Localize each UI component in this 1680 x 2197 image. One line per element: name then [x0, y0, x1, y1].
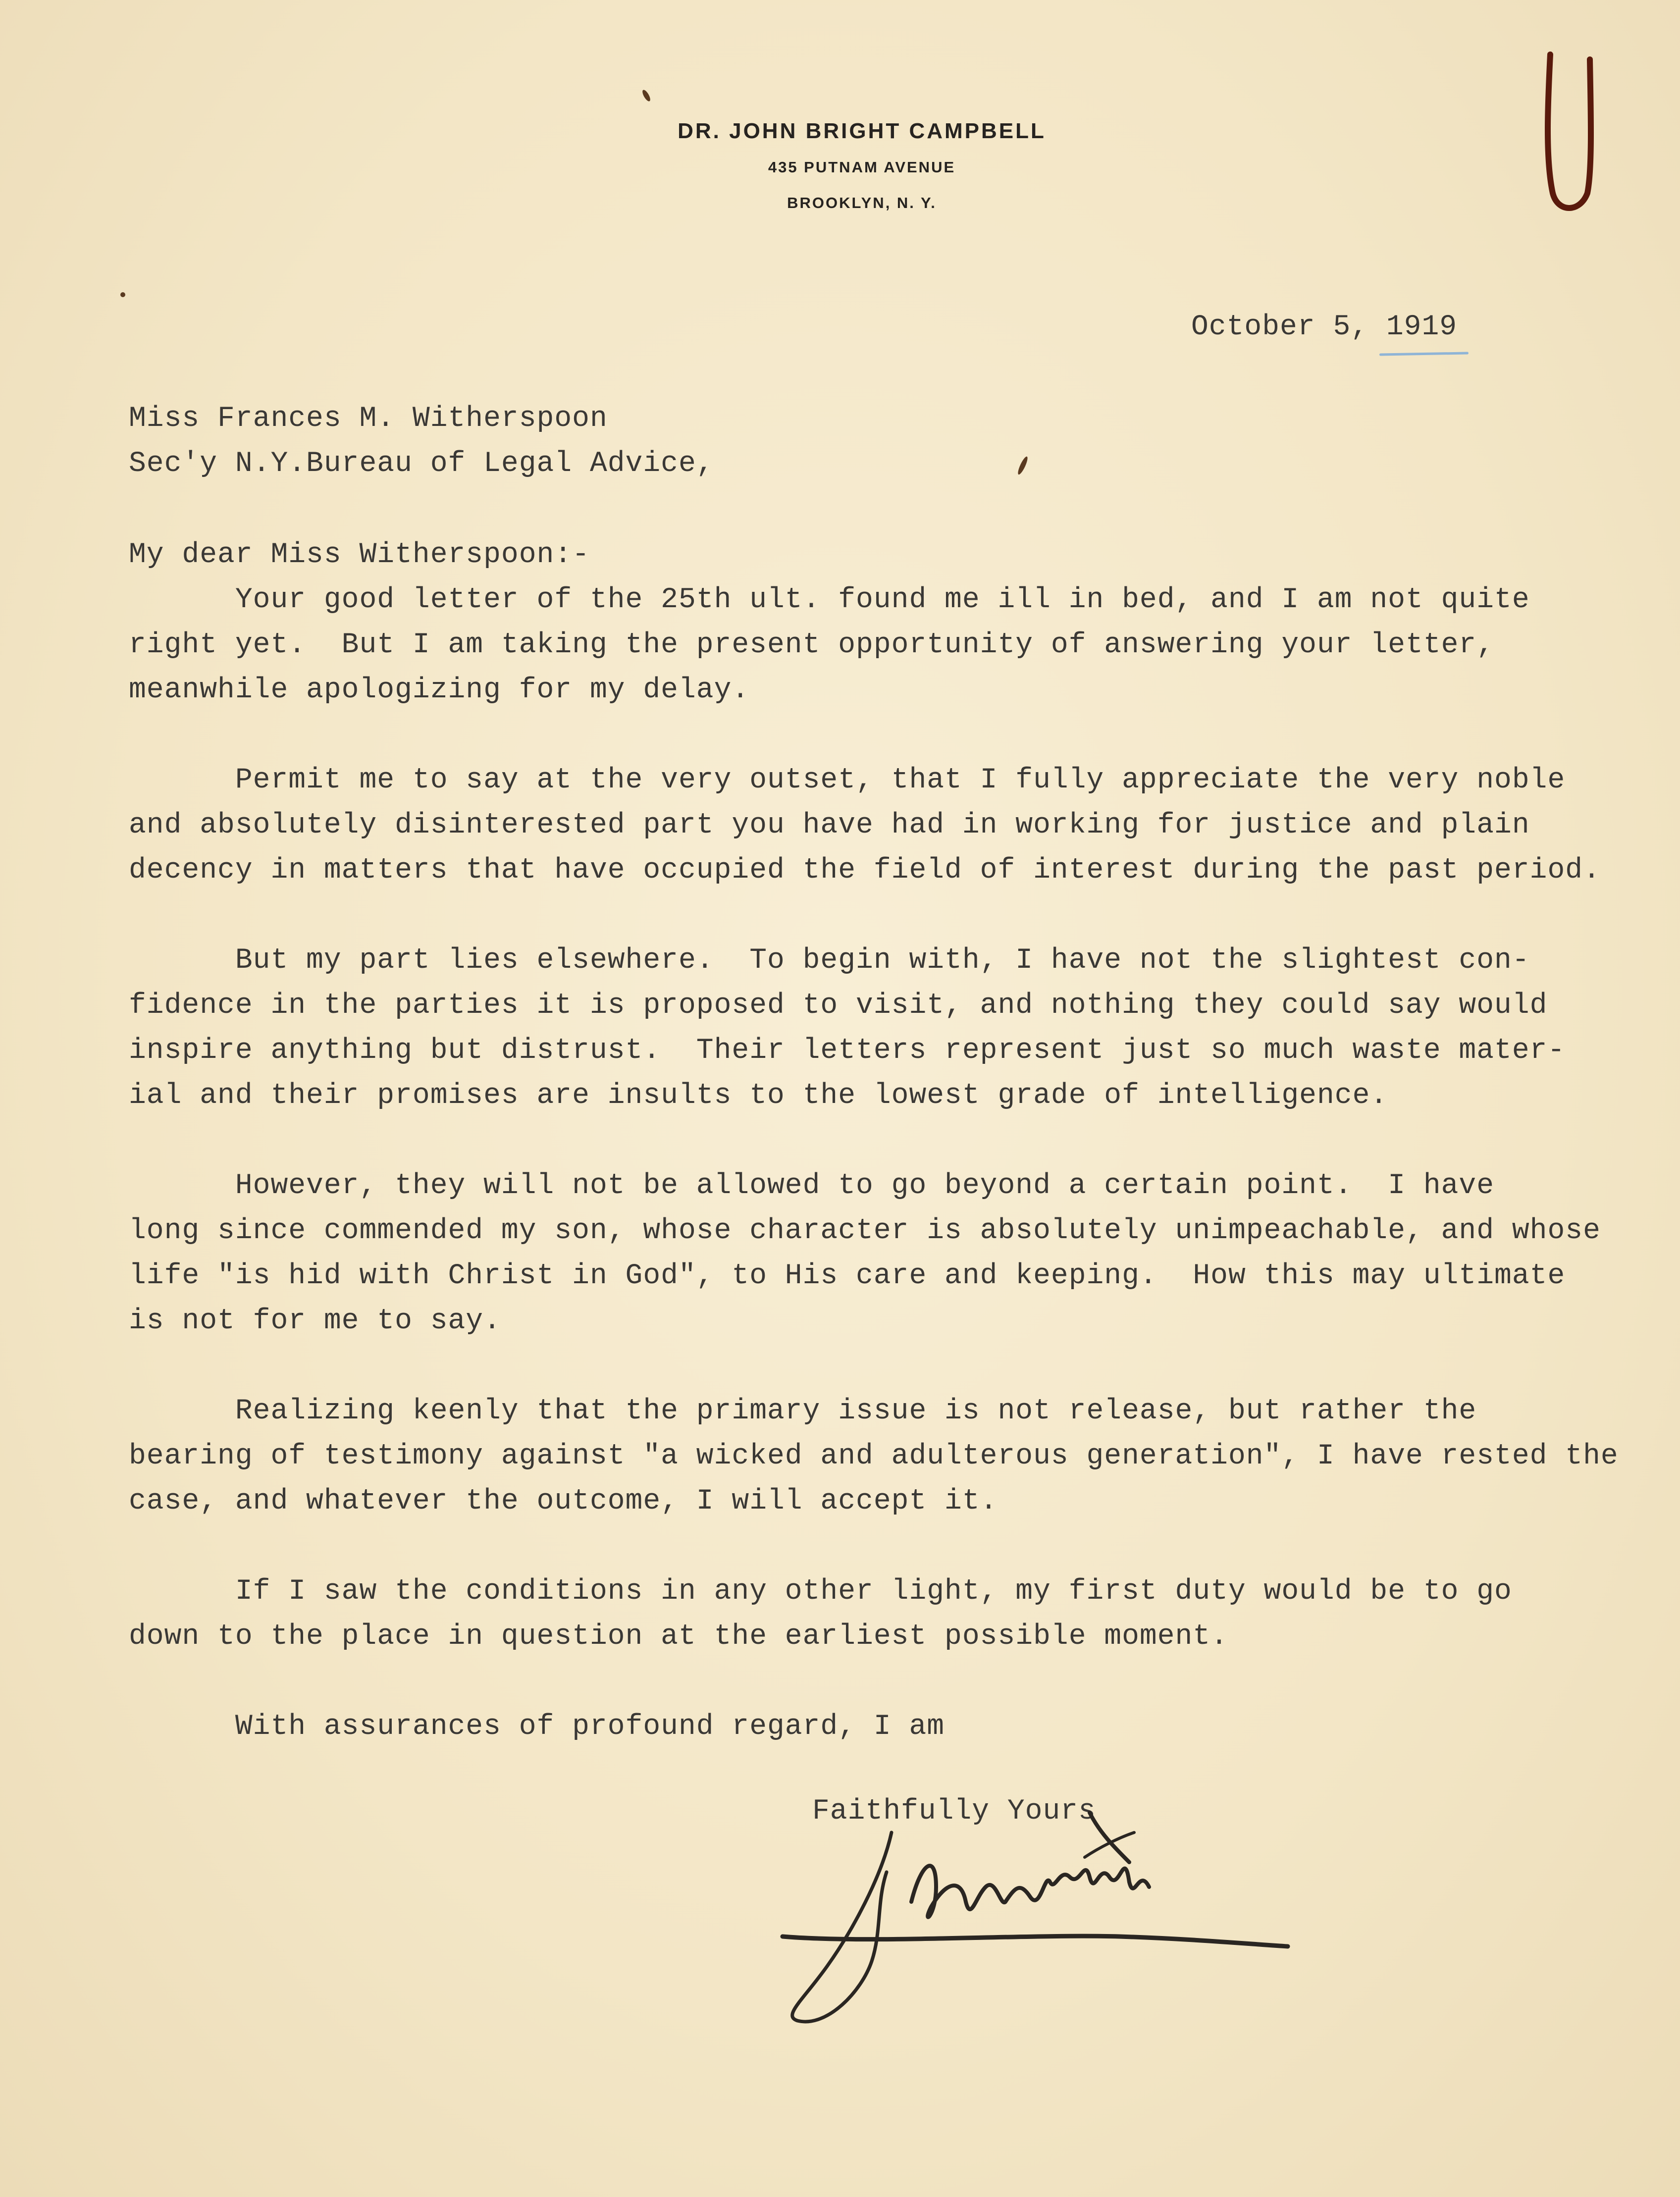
date-underline — [1379, 352, 1469, 356]
recipient-title: Sec'y N.Y.Bureau of Legal Advice, — [129, 448, 714, 480]
ink-speck — [641, 89, 652, 103]
ink-speck — [1016, 456, 1029, 475]
red-pencil-mark — [1530, 45, 1610, 223]
closing: Faithfully Yours — [812, 1795, 1096, 1828]
recipient-address — [129, 396, 714, 486]
letterhead — [654, 119, 1070, 212]
letter-date: October 5, 1919 — [1191, 311, 1458, 343]
letter-body: My dear Miss Witherspoon:- Your good letter of the 25th ult. found me ill in bed, and I am not quite right yet. But I am taking the present opportunity of answering your letter, meanwhile apologizing for my delay. Permit me to say at the very outset, that I fully appreciate the very noble and absolutely disinterested part you have had in working for justice and plain decency in matters that have occupied the field of interest during the past period. But my part lies elsewhere. To begin with, I have not the slightest con- fidence in the parties it is proposed to visit, and nothing they could say would inspire anything but distrust. Their letters represent just so much waste mater- ial and their promises are insults to the lowest grade of intelligence. However, they will not be allowed to go beyond a certain point. I have long since commended my son, whose character is absolutely unimpeachable, and whose life "is hid with Christ in God", to His care and keeping. How this may ultimate is not for me to say. Realizing keenly that the primary issue is not release, but rather the bearing of testimony against "a wicked and adulterous generation", I have rested the case, and whatever the outcome, I will accept it. If I saw the conditions in any other light, my first duty would be to go down to the place in question at the earliest possible moment. With assurances of profound regard, I am — [129, 539, 1619, 1743]
recipient-name: Miss Frances M. Witherspoon — [129, 403, 608, 435]
ink-speck — [120, 292, 125, 297]
letterhead-name: DR. JOHN BRIGHT CAMPBELL — [678, 119, 1046, 143]
letterhead-address: 435 PUTNAM AVENUE — [768, 158, 956, 176]
letterhead-city: BROOKLYN, N. Y. — [787, 194, 937, 211]
signature — [773, 1803, 1298, 2031]
